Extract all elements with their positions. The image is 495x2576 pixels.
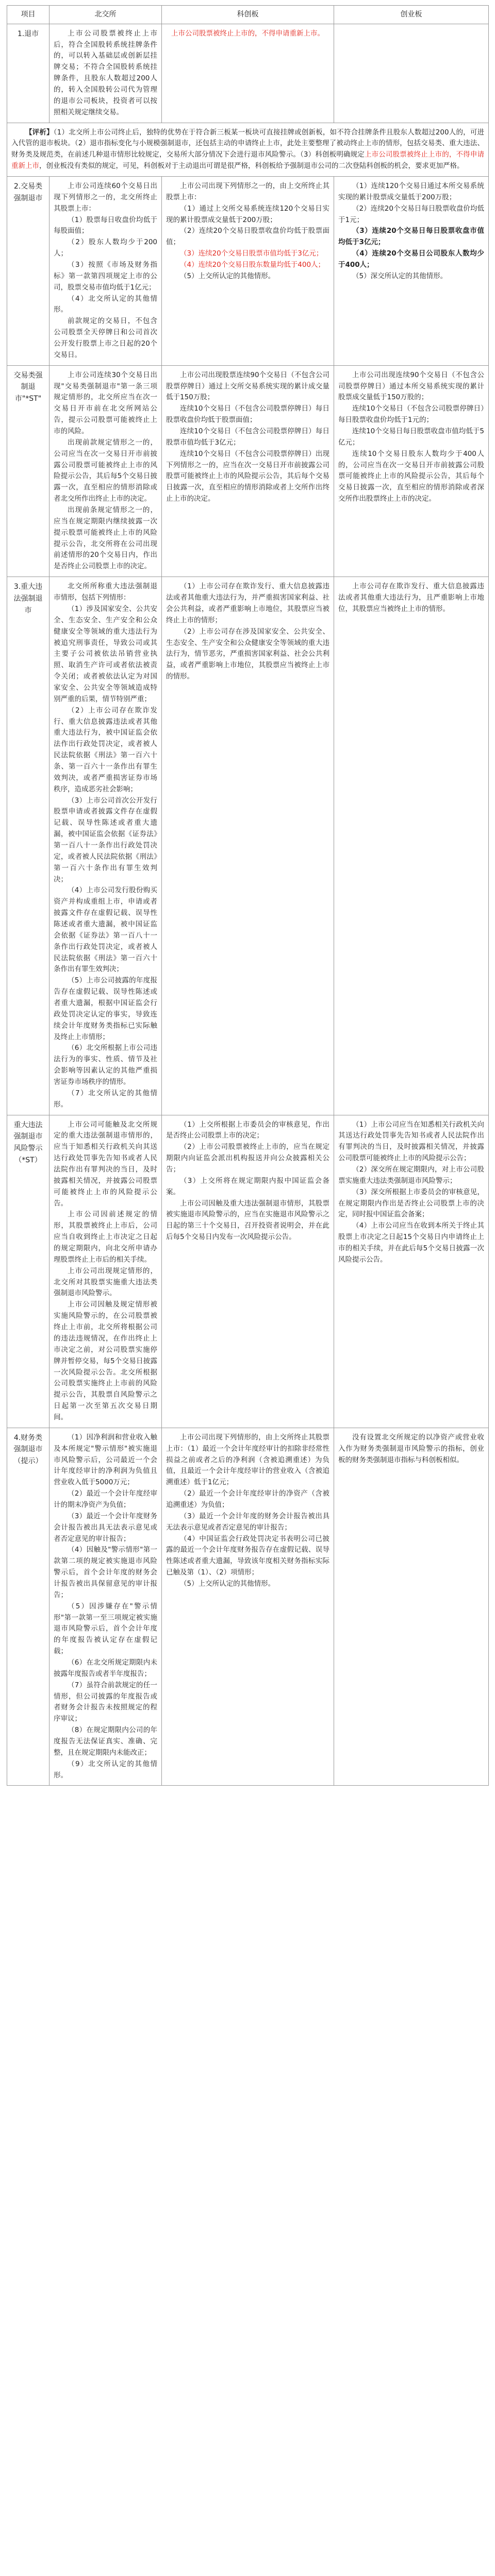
row-comment (7, 123, 489, 176)
cell-text: 出现前款规定情形之一的，公司应当在次一交易日开市前披露公司股票可能被终止上市的风险提示公告，其后每5个交易日披露一次，直至相应的情形消除或者北交所作出终止上市的决定。 (54, 438, 157, 503)
cell-text: （4）因触及"警示情形"第一款第二项的规定被实施退市风险警示后，首个会计年度的财务会计报告被出具保留意见的审计报告； (54, 1546, 157, 1599)
row-trading (7, 176, 489, 365)
row-label: 4.财务类强制退市（提示） (7, 1428, 50, 1786)
cell-star (162, 176, 334, 365)
comment-label: 【评析】 (25, 128, 54, 137)
comment-post: ，创业板没有类似的规定，可见，科创板对于主动退出可谓是很严格，科创板给予强制退市公司的二次登陆科创板的机会，要求更加严格。 (39, 162, 464, 171)
cell-text: （2）股东人数均少于200人； (54, 238, 157, 258)
header-row (7, 6, 489, 24)
cell-text: （1）上市公司存在欺诈发行、重大信息披露违法或者其他重大违法行为，并严重损害国家利益、社会公共利益，或者严重影响上市地位，其股票应当被终止上市的情形； (166, 582, 329, 624)
row-label: 重大违法强制退市风险警示（*ST） (7, 1115, 50, 1428)
cell-text: 上市公司连续30个交易日出现"交易类强制退市"第一条三项规定情形的，北交所应当在次一交易日开市前在北交所网站公告，提示公司股票可能被终止上市的风险。 (54, 370, 157, 436)
header-item: 项目 (7, 6, 50, 24)
cell-text: 上市公司因前述规定的情形，其股票被终止上市后，公司应当自收到终止上市决定之日起的规定期限内，向北交所申请办理股票终止上市后的相关手续。 (54, 1210, 157, 1264)
comment-text (11, 127, 484, 172)
cell-star (162, 1115, 334, 1428)
cell-text: （3）上交所将在规定期限内报中国证监会备案。 (166, 1176, 329, 1196)
row-label: 交易类强制退市"*ST" (7, 365, 50, 577)
cell-text: （1）股票每日收盘价均低于每股面值； (54, 215, 157, 235)
cell-text: 上市公司出现连续90个交易日（不包含公司股票停牌日）通过本所交易系统实现的累计股票成交量低于150万股的； (338, 370, 484, 402)
cell-text: （2）上市公司股票被终止上市的，应当在规定期限内向证监会派出机构报送并向公众披露相关公告； (166, 1143, 329, 1174)
cell-text: （5）因涉嫌存在"警示情形"第一款第一至三项规定被实施退市风险警示后，首个会计年度的年度报告被认定存在虚假记载； (54, 1602, 157, 1656)
cell-sse (50, 577, 162, 1115)
cell-text: （1）上交所根据上市委员会的审核意见，作出是否终止公司股票上市的决定； (166, 1120, 329, 1140)
cell-text-bold: （3）连续20个交易日每日股票收盘市值均低于3亿元； (338, 227, 484, 247)
cell-chinext (334, 176, 489, 365)
cell-chinext (334, 365, 489, 577)
cell-chinext (334, 577, 489, 1115)
cell-text: （3）最近一个会计年度的财务会计报告被出具无法表示意见或者否定意见的审计报告； (166, 1512, 329, 1532)
cell-text: 上市公司连续60个交易日出现下列情形之一的，北交所终止其股票上市： (54, 181, 157, 213)
cell-text: （2）最近一个会计年度经审计的净资产（含被追溯重述）为负值； (166, 1489, 329, 1509)
cell-star (162, 365, 334, 577)
cell-sse (50, 176, 162, 365)
cell-text: （1）通过上交所交易系统连续120个交易日实现的累计股票成交量低于200万股； (166, 204, 329, 224)
comment-red: 上市公司股票被终止上市的，不得申请重新上市 (11, 150, 484, 171)
cell-star (162, 577, 334, 1115)
cell-text: 上市公司出现规定情形的，北交所对其股票实施重大违法类强制退市风险警示。 (54, 1266, 157, 1298)
cell-chinext (334, 24, 489, 123)
cell-text: （4）上市公司应当在收到本所关于终止其股票上市决定之日起15个交易日内申请终止上市的相关手续，并在此后每5个交易日披露一次风险提示公告。 (338, 1222, 484, 1264)
comment-cell (7, 123, 489, 176)
cell-text: （6）在北交所规定期限内未披露年度报告或者半年度报告； (54, 1658, 157, 1678)
cell-text: （4）上市公司发行股份购买资产并构成重组上市，申请或者披露文件存在虚假记载、误导性陈述或者重大遗漏，被中国证监会依据《证券法》第一百八十一条作出行政处罚决定，或者被人民法院依据《刑法》第一百六十条作出有罪生效判决； (54, 886, 157, 974)
cell-text: （5）上交所认定的其他情形。 (180, 1579, 275, 1588)
cell-sse (50, 1115, 162, 1428)
cell-text: 连续10个交易日（不包含公司股票停牌日）每日股票市值均低于3亿元； (166, 427, 329, 447)
row-major-warning (7, 1115, 489, 1428)
cell-text: 北交所所称重大违法强制退市情形，包括下列情形： (54, 582, 157, 602)
row-intro (7, 24, 489, 123)
cell-text: （2）最近一个会计年度经审计的期末净资产为负值； (54, 1489, 157, 1509)
cell-text: （1）因净利润和营业收入触及本所规定"警示情形"被实施退市风险警示后，公司最近一个会计年度经审计的净利润为负值且营业收入低于5000万元； (54, 1433, 157, 1487)
comparison-table (7, 5, 489, 1786)
cell-text: （2）深交所在规定期限内，对上市公司股票实施重大违法类强制退市风险警示； (338, 1165, 484, 1185)
cell-text: 连续10个交易日（不包含公司股票停牌日）每日股票收盘价均低于1元的； (338, 404, 484, 425)
header-chinext: 创业板 (334, 6, 489, 24)
cell-text: （7）虽符合前款规定的任一情形，但公司披露的年度报告或者财务会计报告未按照规定的程序审议； (54, 1681, 157, 1723)
cell-text: 上市公司出现股票连续90个交易日（不包含公司股票停牌日）通过上交所交易系统实现的累计成交量低于150万股； (166, 370, 329, 402)
cell-text: （3）按照《市场及财务指标》第一款第四项规定上市的公司，股票交易市值均低于1亿元； (54, 261, 157, 292)
cell-text: （3）深交所根据上市委员会的审核意见，在规定期限内作出是否终止公司股票上市的决定，同时报中国证监会备案； (338, 1188, 484, 1219)
cell-text: （1）涉及国家安全、公共安全、生态安全、生产安全和公众健康安全等领域的重大违法行为被追究刑事责任，导致公司或其主要子公司被依法吊销营业执照、取消生产许可或者依法被责令关闭；或者被依法认定为对国家安全、公共安全等领域造成特别严重的后果，情节特别严重； (54, 604, 157, 703)
cell-text: （1）上市公司应当在知悉相关行政机关向其送达行政处罚事先告知书或者人民法院作出有罪判决的当日，及时披露相关情况，并披露公司股票可能被终止上市的风险提示公告； (338, 1120, 484, 1163)
cell-text: 上市公司因触及规定情形被实施风险警示的，在公司股票被终止上市前，北交所将根据公司的违法违规情况，在作出终止上市决定之前，对公司股票实施停牌并暂停交易，每5个交易日披露一次风险提示公告。北交所根据公司股票实施终止上市前的风险提示公告，其股票自风险警示之日起第一次至第五次交易日期间。 (54, 1300, 157, 1421)
row-label: 3.重大违法强制退市 (7, 577, 50, 1115)
cell-text: （6）北交所根据上市公司违法行为的事实、性质、情节及社会影响等因素认定的其他严重损害证券市场秩序的情形。 (54, 1044, 157, 1087)
cell-text: 连续10个交易日每日股票收盘市值均低于5亿元； (338, 427, 484, 447)
cell-text: 连续10个交易日（不包含公司股票停牌日）出现下列情形之一的，应当在次一交易日开市前披露公司股票可能被终止上市的风险提示公告，其后每个交易日披露一次，直至相应的情形消除或者上交所作出终止上市的决定。 (166, 449, 329, 503)
cell-sse (50, 365, 162, 577)
cell-text: （1）连续120个交易日通过本所交易系统实现的累计股票成交量低于200万股； (338, 181, 484, 201)
header-sse: 北交所 (50, 6, 162, 24)
cell-text: 上市公司股票被终止上市后，符合全国股转系统挂牌条件的，可以转入基础层或创新层挂牌交易；不符合全国股转系统挂牌条件，且股东人数超过200人的，转入全国股转公司代为管理的退市公司板块，投资者可以按照相关规定继续交易。 (54, 29, 157, 116)
cell-text: （4）中国证监会行政处罚决定书表明公司已披露的最近一个会计年度财务报告存在虚假记载、误导性陈述或者重大遗漏，导致该年度相关财务指标实际已触及第（1）、（2）项情形； (166, 1534, 329, 1577)
row-trading-warning (7, 365, 489, 577)
row-label: 2.交易类强制退市 (7, 176, 50, 365)
cell-text: （8）在规定期限内公司的年度报告无法保证真实、准确、完整，且在规定期限内未能改正； (54, 1726, 157, 1757)
cell-text: （2）上市公司存在涉及国家安全、公共安全、生态安全、生产安全和公众健康安全等领域的重大违法行为，情节恶劣，严重损害国家利益、社会公共利益，或者严重影响上市地位，其股票应当被终止上市的情形。 (166, 627, 329, 681)
row-major-violation (7, 577, 489, 1115)
cell-text-red: 上市公司股票被终止上市的，不得申请重新上市。 (171, 29, 324, 38)
cell-text: 连续10个交易日（不包含公司股票停牌日）每日股票收盘价均低于股票面值； (166, 404, 329, 425)
cell-text: （2）连续20个交易日每日股票收盘价均低于1元； (338, 204, 484, 224)
cell-text: （2）上市公司存在欺诈发行、重大信息披露违法或者其他重大违法行为，被中国证监会依法作出行政处罚决定，或者被人民法院依据《刑法》第一百六十条、第一百六十一条作出有罪生效判决，或者严重损害证券市场秩序，造成恶劣社会影响； (54, 706, 157, 793)
cell-text-bold: （4）连续20个交易日公司股东人数均少于400人； (338, 249, 484, 269)
cell-text: 上市公司可能触及北交所规定的重大违法强制退市情形的，应当于知悉相关行政机关向其送达行政处罚事先告知书或者人民法院作出有罪判决的当日，及时披露相关情况，并披露公司股票可能被终止上市的风险提示公告。 (54, 1120, 157, 1208)
cell-text: （3）上市公司首次公开发行股票申请或者披露文件存在虚假记载、误导性陈述或者重大遗漏，被中国证监会依据《证券法》第一百八十一条作出行政处罚决定，或者被人民法院依据《刑法》第一百六十条作出有罪生效判决； (54, 796, 157, 884)
cell-text: 出现前条规定情形之一的，应当在规定期限内继续披露一次提示股票可能被终止上市的风险提示公告，北交所将在公司出现前述情形的20个交易日内，作出是否终止公司股票上市的决定。 (54, 506, 157, 571)
cell-text: 连续10个交易日股东人数均少于400人的，公司应当在次一交易日开市前披露公司股票可能被终止上市的风险提示公告，其后每个交易日披露一次，直至相应的情形消除或者深交所作出股票终止上市的决定。 (338, 449, 484, 503)
cell-text: 上市公司存在欺诈发行、重大信息披露违法或者其他重大违法行为，且严重影响上市地位，其股票应当被终止上市的情形。 (338, 582, 484, 613)
comment-body: （1）北交所上市公司终止后，独特的优势在于符合新三板某一板块可直接挂牌或创新板，如不符合挂牌条件且股东人数超过200人的，可进入代管的退市板块。（2）退市指标变化与小规模强制退市，还包括主动的申请终止上市，此处主要整理了被动终止上市的情形，包括交易类、重大违法、财务类及规范类，在前述几种退市情形比较规定，交易所大部分情况下会进行退市风险警示。（3）科创板明确规定 (11, 128, 485, 159)
cell-text: 没有设置北交所规定的以净资产或营业收入作为财务类强制退市风险警示的指标，创业板的财务类强制退市指标与科创板相似。 (338, 1433, 484, 1464)
row-financial (7, 1428, 489, 1786)
cell-text-red: （3）连续20个交易日股票市值均低于3亿元； (180, 249, 323, 258)
cell-chinext (334, 1115, 489, 1428)
cell-chinext (334, 1428, 489, 1786)
cell-text: （2）连续20个交易日股票收盘价均低于股票面值； (166, 227, 329, 247)
cell-star (162, 1428, 334, 1786)
cell-text: （7）北交所认定的其他情形。 (54, 1089, 157, 1109)
cell-text: （9）北交所认定的其他情形。 (54, 1759, 157, 1780)
cell-text: （4）北交所认定的其他情形。 (54, 294, 157, 314)
cell-text: （3）最近一个会计年度财务会计报告被出具无法表示意见或者否定意见的审计报告； (54, 1512, 157, 1543)
cell-sse (50, 24, 162, 123)
cell-text: 上市公司因触及重大违法强制退市情形，其股票被实施退市风险警示的，应当在实施退市风险警示之日起的第三十个交易日，召开投资者说明会，并在此后每5个交易日内发布一次风险提示公告。 (166, 1199, 329, 1242)
cell-text-red: （4）连续20个交易日股东数量均低于400人； (180, 261, 325, 269)
row-label: 1.退市 (7, 24, 50, 123)
cell-sse (50, 1428, 162, 1786)
header-star: 科创板 (162, 6, 334, 24)
cell-text: （5）上市公司披露的年度报告存在虚假记载、误导性陈述或者重大遗漏，根据中国证监会行政处罚决定认定的事实，导致连续会计年度财务类指标已实际触及终止上市情形； (54, 976, 157, 1041)
cell-text: 前款规定的交易日，不包含公司股票全天停牌日和公司首次公开发行股票上市之日起的20个交易日。 (54, 317, 157, 359)
cell-text: 上市公司出现下列情形的，由上交所终止其股票上市：（1）最近一个会计年度经审计的扣除非经常性损益之前或者之后的净利润（含被追溯重述）为负值，且最近一个会计年度经审计的营业收入（含被追溯重述）低于1亿元； (166, 1433, 329, 1487)
cell-text: 上市公司出现下列情形之一的，由上交所终止其股票上市： (166, 181, 329, 201)
cell-text: （5）深交所认定的其他情形。 (352, 272, 448, 280)
cell-star (162, 24, 334, 123)
cell-text: （5）上交所认定的其他情形。 (180, 272, 275, 280)
